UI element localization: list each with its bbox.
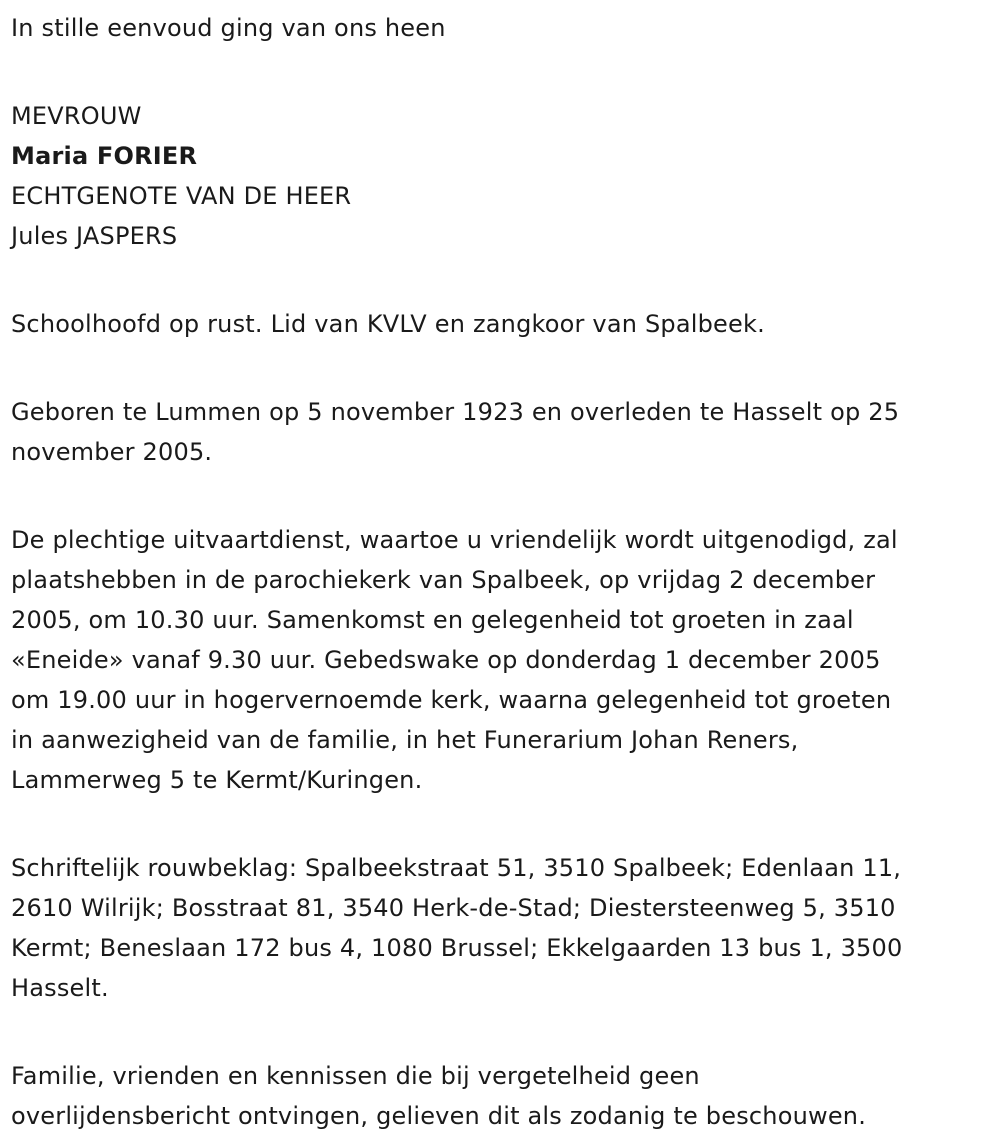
obituary-notice [11, 8, 986, 1136]
spacer [11, 1008, 986, 1056]
spacer [11, 256, 986, 304]
honorific: MEVROUW [11, 102, 142, 130]
spacer [11, 344, 986, 392]
paragraph-line: Lammerweg 5 te Kermt/Kuringen. [11, 766, 423, 794]
intro-line: In stille eenvoud ging van ons heen [11, 14, 446, 42]
paragraph-line: Geboren te Lummen op 5 november 1923 en overleden te Hasselt op 25 [11, 398, 900, 426]
closing-paragraph [11, 1056, 986, 1136]
paragraph-line: overlijdensbericht ontvingen, gelieven dit als zodanig te beschouwen. [11, 1102, 867, 1130]
paragraph-line: De plechtige uitvaartdienst, waartoe u vriendelijk wordt uitgenodigd, zal [11, 526, 898, 554]
paragraph-line: november 2005. [11, 438, 213, 466]
deceased-name: Maria FORIER [11, 142, 198, 170]
paragraph-line: plaatshebben in de parochiekerk van Spalbeek, op vrijdag 2 december [11, 566, 876, 594]
paragraph-line: in aanwezigheid van de familie, in het Funerarium Johan Reners, [11, 726, 799, 754]
paragraph-line: 2005, om 10.30 uur. Samenkomst en gelegenheid tot groeten in zaal [11, 606, 854, 634]
paragraph-line: om 19.00 uur in hogervernoemde kerk, waarna gelegenheid tot groeten [11, 686, 892, 714]
funeral-paragraph [11, 520, 986, 800]
birth-death-paragraph [11, 392, 986, 472]
paragraph-line: «Eneide» vanaf 9.30 uur. Gebedswake op donderdag 1 december 2005 [11, 646, 881, 674]
paragraph-line: Schriftelijk rouwbeklag: Spalbeekstraat 51, 3510 Spalbeek; Edenlaan 11, [11, 854, 902, 882]
paragraph-line: Familie, vrienden en kennissen die bij vergetelheid geen [11, 1062, 700, 1090]
spacer [11, 472, 986, 520]
paragraph-line: 2610 Wilrijk; Bosstraat 81, 3540 Herk-de-Stad; Diestersteenweg 5, 3510 [11, 894, 896, 922]
paragraph-line: Hasselt. [11, 974, 109, 1002]
spacer [11, 48, 986, 96]
relation-line: ECHTGENOTE VAN DE HEER [11, 182, 352, 210]
spouse-name: Jules JASPERS [11, 222, 178, 250]
spacer [11, 800, 986, 848]
biography: Schoolhoofd op rust. Lid van KVLV en zangkoor van Spalbeek. [11, 310, 765, 338]
paragraph-line: Kermt; Beneslaan 172 bus 4, 1080 Brussel; Ekkelgaarden 13 bus 1, 3500 [11, 934, 903, 962]
condolences-paragraph [11, 848, 986, 1008]
